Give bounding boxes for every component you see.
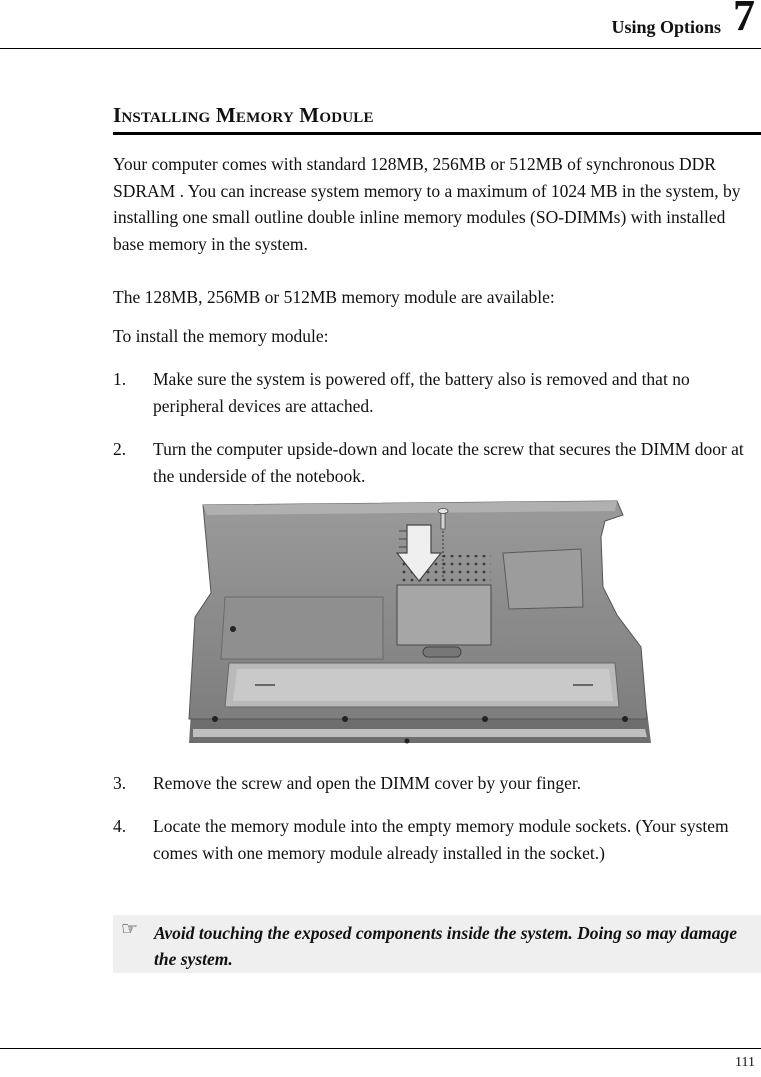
step-3-number: 3.: [113, 773, 127, 793]
step-3-text: Remove the screw and open the DIMM cover by your finger.: [153, 773, 582, 793]
note-text: Avoid touching the exposed components inside the system. Doing so may damage the system.: [154, 923, 738, 969]
header-title: Using Options: [611, 17, 721, 37]
section-divider: [113, 132, 761, 135]
step-4-text: Locate the memory module into the empty memory module sockets. (Your system comes with one memory module already installed in the socket.): [153, 816, 729, 863]
section-title: Installing Memory Module: [113, 103, 374, 127]
step-4-number: 4.: [113, 816, 127, 836]
chapter-number: 7: [733, 0, 755, 40]
note-box: [113, 915, 761, 973]
pointing-hand-icon: ☞: [121, 918, 139, 940]
intro-paragraph: Your computer comes with standard 128MB, 256MB or 512MB of synchronous DDR SDRAM . You can increase system memory to a maximum of 1024 MB in the system, by installing one small outline double inline memory modules (SO-DIMMs) with installed base memory in the system.: [113, 154, 741, 254]
footer-divider: [0, 1048, 761, 1049]
availability-paragraph: The 128MB, 256MB or 512MB memory module are available:: [113, 287, 555, 307]
step-2-number: 2.: [113, 439, 127, 459]
install-lead-paragraph: To install the memory module:: [113, 326, 329, 346]
step-1-number: 1.: [113, 369, 127, 389]
notebook-underside-image: [185, 497, 653, 750]
header-divider: [0, 48, 761, 49]
step-1-text: Make sure the system is powered off, the battery also is removed and that no peripheral devices are attached.: [153, 369, 690, 416]
page-number: 111: [735, 1055, 755, 1070]
step-2-text: Turn the computer upside-down and locate the screw that secures the DIMM door at the underside of the notebook.: [153, 439, 744, 486]
